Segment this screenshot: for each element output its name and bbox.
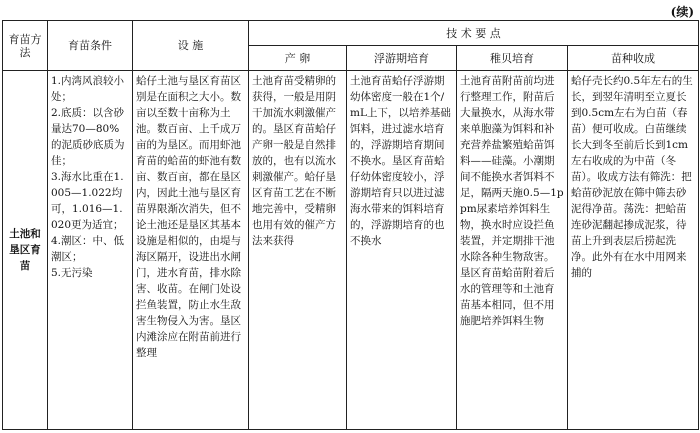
- header-method: 育苗方法: [3, 21, 48, 71]
- header-seed-collection: 苗种收成: [568, 46, 699, 71]
- header-tech: 技 术 要 点: [249, 21, 699, 46]
- seed-collection-cell: 蛤仔壳长约0.5年左右的生长，到翌年清明至立夏长到0.5cm左右为白苗（春苗）便可收成。白苗继续长大到冬至前后长到1cm左右收成的为中苗（冬苗）。收成方法有筛洗：把蛤苗砂泥放在筛中筛去砂泥得净苗。荡洗：把蛤苗连砂泥翻起掺成泥浆，待苗上升到表层后捞起洗净。此外有在水中用网来捕的: [568, 71, 699, 430]
- conditions-cell: [48, 71, 133, 430]
- juvenile-cell: 土池育苗附苗前均进行整理工作，附苗后大量换水，从海水带来单胞藻为饵料和补充营养盐繁殖蛤苗饵料——硅藻。小潮期间不能换水者饵料不足，隔两天施0.5—1ppm尿素培养饵料生物，换水时应设拦鱼装置，并定期排干池水除各种生物敌害。垦区育苗蛤苗附着后水的管理等和土池育苗基本相同，但不用施肥培养饵料生物: [457, 71, 568, 430]
- method-name: 土池和垦区育苗: [3, 71, 48, 430]
- header-spawning: 产 卵: [249, 46, 347, 71]
- continued-label: (续): [670, 5, 694, 19]
- condition-item: 5.无污染: [51, 267, 93, 279]
- facility-cell: 蛤仔土池与垦区育苗区别是在面积之大小。数亩以至数十亩称为土池。数百亩、上千成万亩的为垦区。而用虾池育苗的蛤苗的虾池有数亩、数百亩，都在垦区内，因此土池与垦区育苗界限渐次消失，但不论土池还是垦区其基本设施是相似的，由堤与海区隔开，设进出水闸门，进水育苗，排水除害、收苗。在闸门处设拦鱼装置，防止水生敌害生物侵入为害。垦区内滩涂应在附苗前进行整理: [133, 71, 249, 430]
- header-planktonic: 浮游期培育: [347, 46, 457, 71]
- condition-item: 2.底质：以含砂量达70—80%的泥质砂底质为佳；: [51, 107, 125, 167]
- condition-item: 4.潮区：中、低潮区；: [51, 235, 125, 263]
- spawning-cell: 土池育苗受精卵的获得，一般是用阴干加流水刺激催产的。垦区育苗蛤仔产卵一般是自然排放的，也有以流水刺激催产。蛤仔垦区育苗工艺在不断地完善中，受精卵也用有效的催产方法来获得: [249, 71, 347, 430]
- header-juvenile: 稚贝培育: [457, 46, 568, 71]
- header-conditions: 育苗条件: [48, 21, 133, 71]
- condition-item: 3.海水比重在1.005—1.022均可，1.016—1.020更为适宜；: [51, 171, 124, 231]
- nursery-method-table: [2, 20, 699, 430]
- condition-item: 1.内湾风浪较小处；: [51, 75, 125, 103]
- planktonic-cell: 土池育苗蛤仔浮游期幼体密度一般在1个/mL上下，以培养基础饵料，进过滤水培育的，浮游期培育期间不换水。垦区育苗蛤仔幼体密度较小，浮游期培育只以进过滤海水带来的饵料培育的，浮游期培育的也不换水: [347, 71, 457, 430]
- header-facility: 设 施: [133, 21, 249, 71]
